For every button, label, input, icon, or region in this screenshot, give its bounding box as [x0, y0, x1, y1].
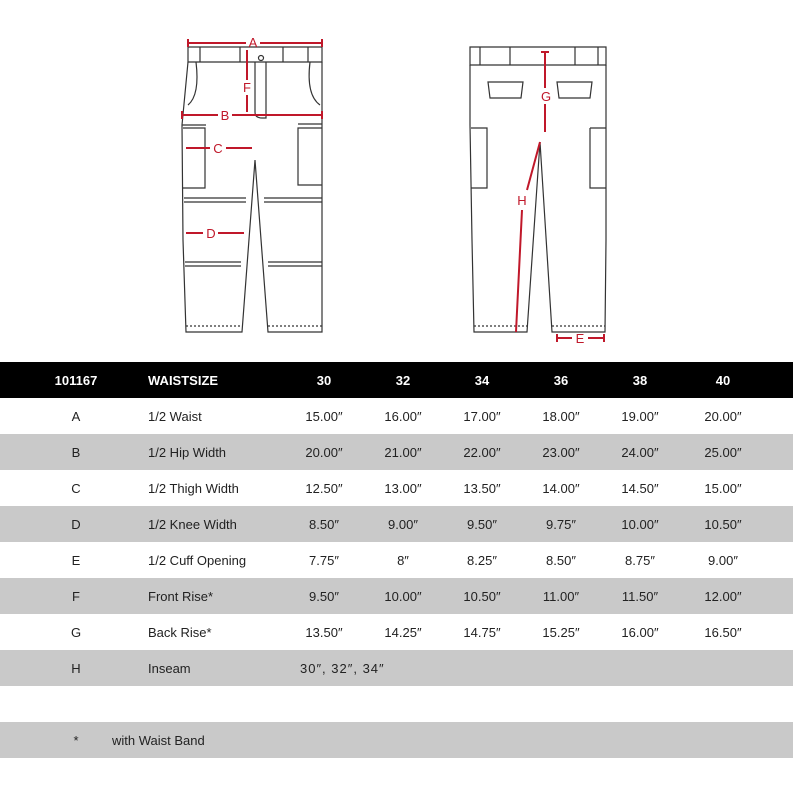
footnote-text: with Waist Band — [112, 732, 205, 748]
table-cell: 9.50″ — [467, 516, 497, 532]
pants-measurement-diagram — [0, 0, 793, 362]
size-header: 34 — [474, 372, 490, 388]
row-code: F — [72, 588, 80, 604]
row-code: A — [71, 408, 81, 424]
table-row — [0, 614, 793, 650]
spacer-row — [0, 686, 793, 722]
table-cell: 10.00″ — [384, 588, 422, 604]
table-cell: 9.50″ — [309, 588, 339, 604]
row-code: C — [71, 480, 81, 496]
size-header: 36 — [553, 372, 569, 388]
label-g: G — [540, 89, 552, 104]
table-cell: 15.00″ — [305, 408, 343, 424]
row-label: 1/2 Hip Width — [148, 444, 227, 460]
table-row — [0, 434, 793, 470]
table-cell: 14.50″ — [621, 480, 659, 496]
row-label: Front Rise* — [148, 588, 214, 604]
label-e: E — [575, 331, 585, 346]
table-cell: 10.50″ — [704, 516, 742, 532]
row-label: 1/2 Thigh Width — [148, 480, 239, 496]
table-row — [0, 506, 793, 542]
table-cell: 8.75″ — [625, 552, 655, 568]
table-cell: 10.00″ — [621, 516, 659, 532]
table-cell: 10.50″ — [463, 588, 501, 604]
size-header: 40 — [715, 372, 731, 388]
table-cell: 18.00″ — [542, 408, 580, 424]
inseam-values: 30″, 32″, 34″ — [300, 660, 385, 676]
table-cell: 13.00″ — [384, 480, 422, 496]
size-chart-table — [0, 362, 793, 758]
label-b: B — [220, 108, 230, 123]
row-label: 1/2 Knee Width — [148, 516, 237, 532]
table-cell: 19.00″ — [621, 408, 659, 424]
table-cell: 8.25″ — [467, 552, 497, 568]
front-pants-drawing — [182, 47, 322, 332]
table-cell: 9.00″ — [708, 552, 738, 568]
table-cell: 20.00″ — [704, 408, 742, 424]
table-cell: 11.50″ — [621, 588, 659, 604]
table-cell: 16.50″ — [704, 624, 742, 640]
table-row — [0, 470, 793, 506]
table-cell: 16.00″ — [621, 624, 659, 640]
row-code: D — [71, 516, 81, 532]
table-cell: 14.00″ — [542, 480, 580, 496]
footnote-row — [0, 722, 793, 758]
inseam-row — [0, 650, 793, 686]
table-row — [0, 398, 793, 434]
table-cell: 12.00″ — [704, 588, 742, 604]
row-label: Inseam — [148, 660, 191, 676]
size-header: 32 — [395, 372, 411, 388]
table-cell: 8.50″ — [309, 516, 339, 532]
table-row — [0, 578, 793, 614]
row-label: Back Rise* — [148, 624, 212, 640]
table-cell: 25.00″ — [704, 444, 742, 460]
table-cell: 11.00″ — [542, 588, 580, 604]
label-c: C — [213, 141, 223, 156]
style-number: 101167 — [54, 372, 98, 388]
label-h: H — [517, 193, 527, 208]
table-cell: 21.00″ — [384, 444, 422, 460]
table-cell: 14.25″ — [384, 624, 422, 640]
footnote-mark: * — [73, 732, 79, 748]
table-header-row — [0, 362, 793, 398]
table-cell: 8.50″ — [546, 552, 576, 568]
row-code: H — [71, 660, 81, 676]
row-code: G — [70, 624, 82, 640]
table-cell: 13.50″ — [305, 624, 343, 640]
table-cell: 7.75″ — [309, 552, 339, 568]
table-cell: 12.50″ — [305, 480, 343, 496]
table-cell: 23.00″ — [542, 444, 580, 460]
table-cell: 9.75″ — [546, 516, 576, 532]
row-label: 1/2 Waist — [148, 408, 202, 424]
table-cell: 15.00″ — [704, 480, 742, 496]
label-f: F — [243, 80, 251, 95]
label-d: D — [206, 226, 216, 241]
row-label: 1/2 Cuff Opening — [148, 552, 247, 568]
back-pants-drawing — [470, 47, 606, 332]
table-cell: 15.25″ — [542, 624, 580, 640]
table-cell: 13.50″ — [463, 480, 501, 496]
table-row — [0, 542, 793, 578]
row-code: B — [71, 444, 81, 460]
waist-size-heading: WAISTSIZE — [148, 372, 219, 388]
table-cell: 20.00″ — [305, 444, 343, 460]
size-header: 30 — [316, 372, 332, 388]
table-cell: 24.00″ — [621, 444, 659, 460]
table-cell: 22.00″ — [463, 444, 501, 460]
label-a: A — [248, 35, 258, 50]
table-cell: 17.00″ — [463, 408, 501, 424]
row-code: E — [71, 552, 81, 568]
size-header: 38 — [632, 372, 648, 388]
table-cell: 14.75″ — [463, 624, 501, 640]
table-cell: 8″ — [397, 552, 409, 568]
table-cell: 16.00″ — [384, 408, 422, 424]
table-cell: 9.00″ — [388, 516, 418, 532]
